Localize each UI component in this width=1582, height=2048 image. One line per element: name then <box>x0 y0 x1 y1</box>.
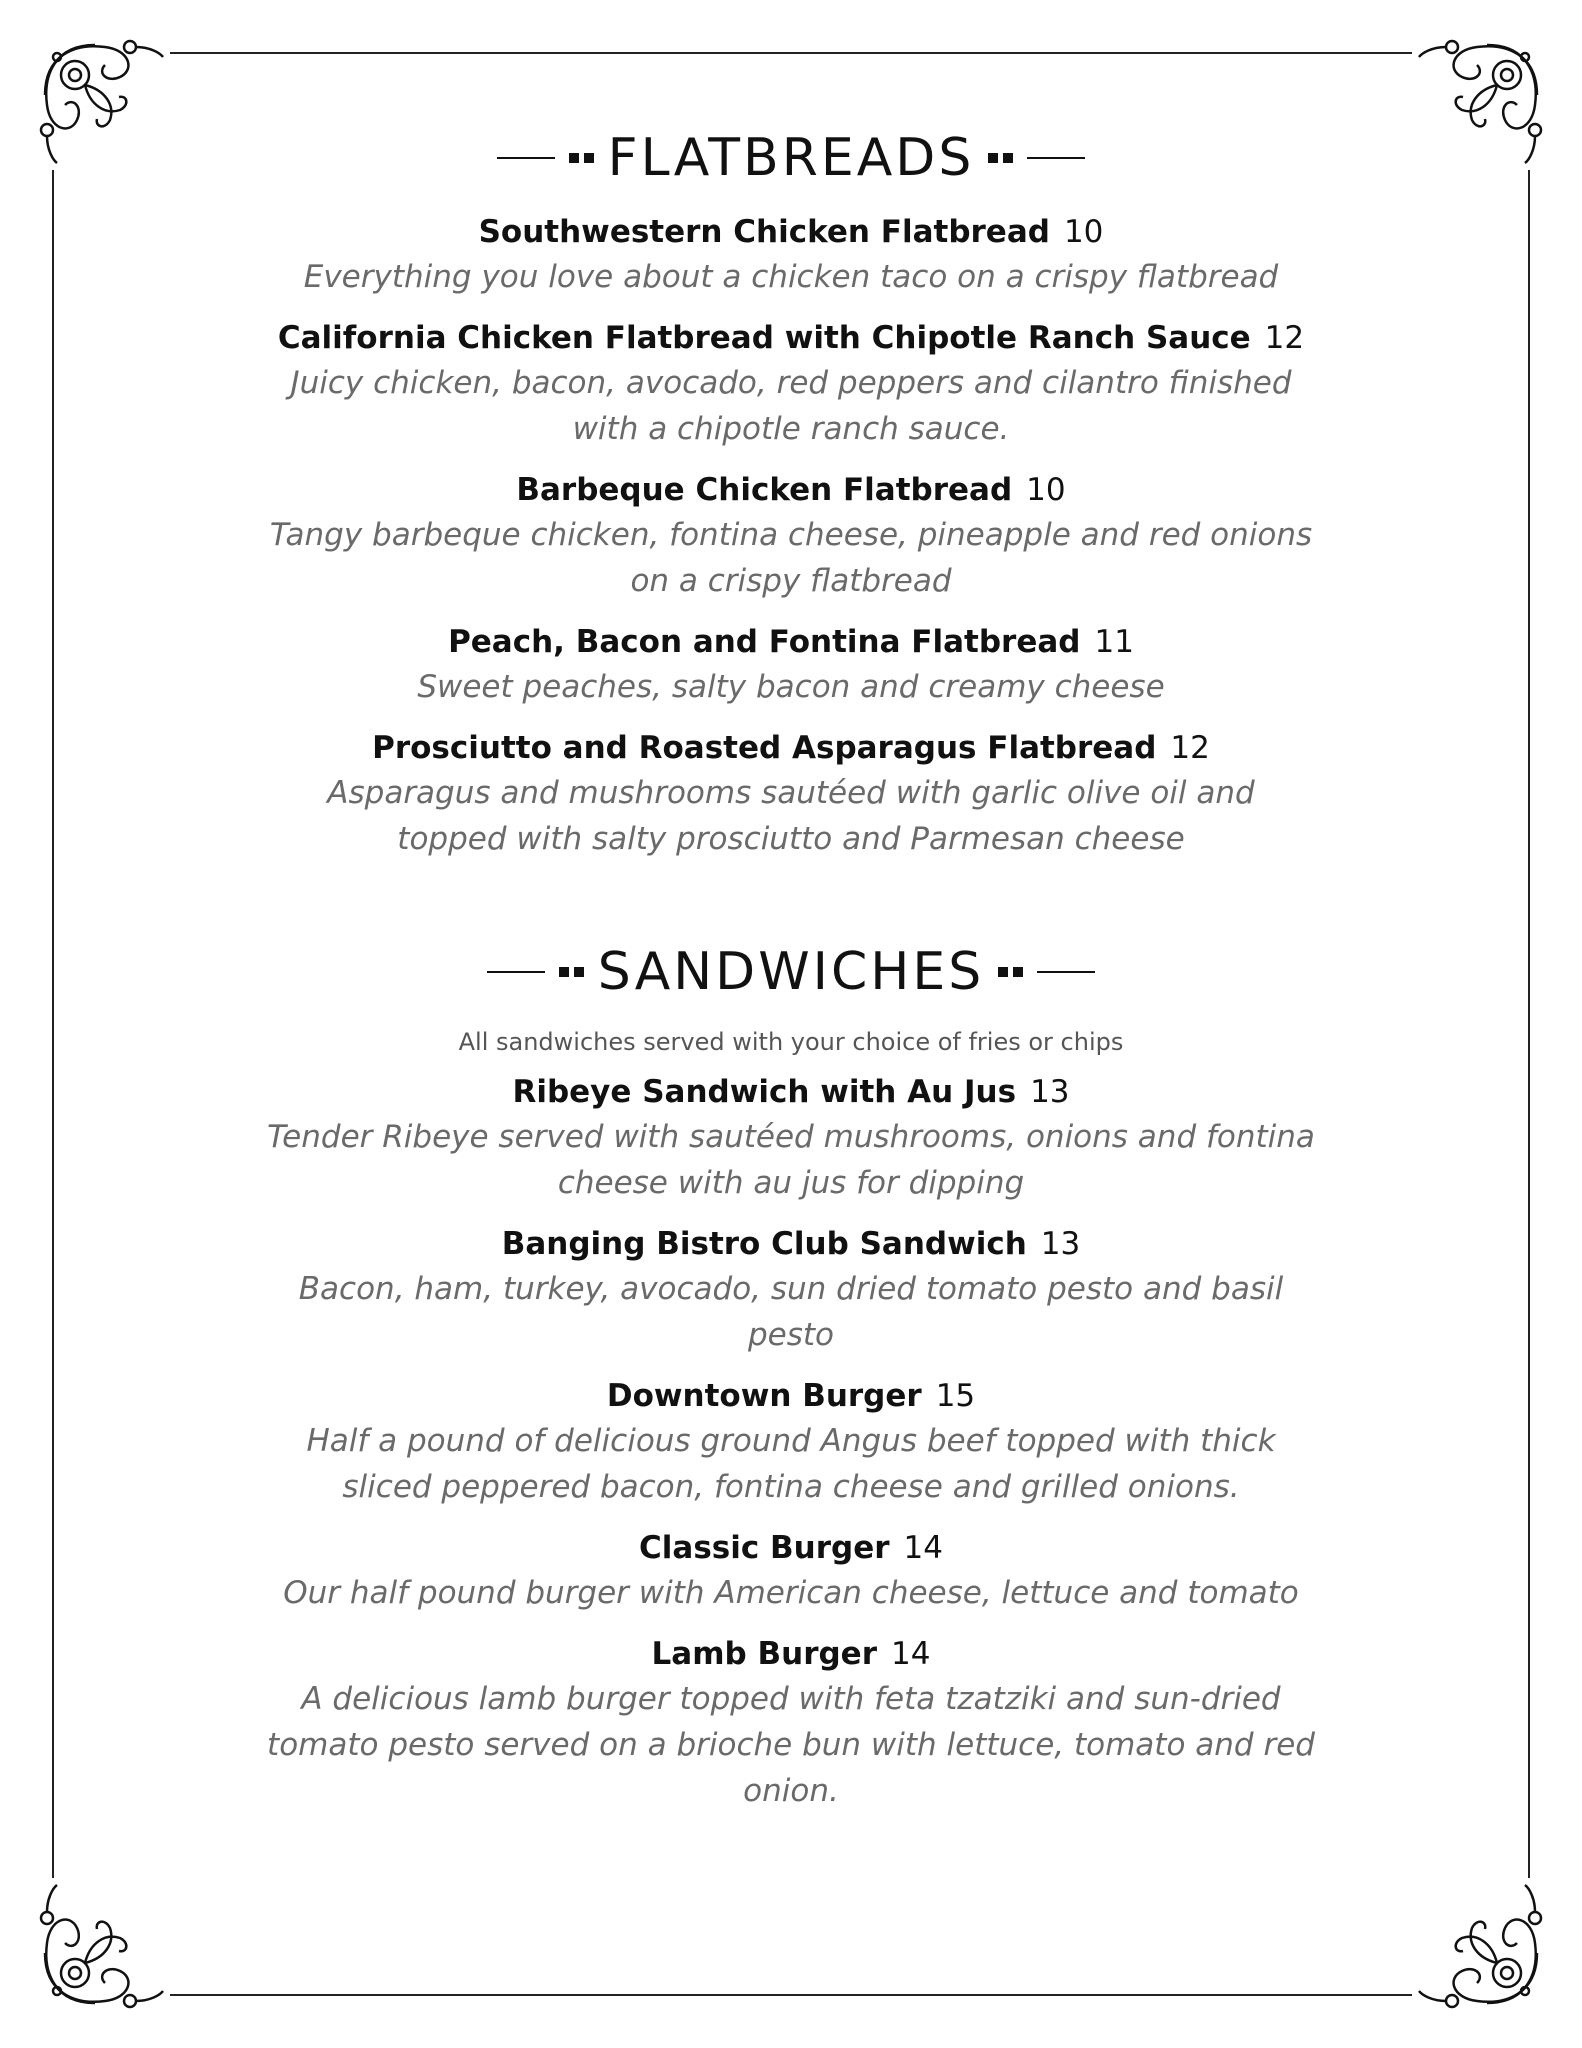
item-name: Barbeque Chicken Flatbread <box>516 472 1013 508</box>
menu-item <box>241 620 1341 710</box>
item-price: 10 <box>1063 214 1104 250</box>
item-name: Downtown Burger <box>606 1378 922 1414</box>
item-price: 11 <box>1094 624 1134 660</box>
item-price: 12 <box>1264 320 1305 356</box>
item-price: 15 <box>935 1378 976 1414</box>
item-price: 14 <box>891 1636 931 1672</box>
corner-ornament-bottom-right <box>1412 1878 1547 2013</box>
menu-item <box>241 210 1341 300</box>
item-name: Southwestern Chicken Flatbread <box>478 214 1050 250</box>
item-name: Ribeye Sandwich with Au Jus <box>512 1074 1017 1110</box>
menu-item <box>241 1070 1341 1206</box>
item-description: Tangy barbeque chicken, fontina cheese, pineapple and red onions on a crispy flatbread <box>269 517 1313 599</box>
flatbreads-header <box>0 128 1582 188</box>
sandwiches-header <box>0 942 1582 1002</box>
menu-item <box>241 726 1341 862</box>
item-description: Tender Ribeye served with sautéed mushrooms, onions and fontina cheese with au jus for dipping <box>267 1119 1315 1201</box>
flatbreads-title: FLATBREADS <box>607 128 975 188</box>
item-price: 13 <box>1040 1226 1081 1262</box>
item-description: Our half pound burger with American cheese, lettuce and tomato <box>283 1575 1299 1611</box>
item-name-line <box>241 1632 1341 1676</box>
item-price: 13 <box>1030 1074 1070 1110</box>
item-name: Peach, Bacon and Fontina Flatbread <box>448 624 1081 660</box>
item-description: Juicy chicken, bacon, avocado, red peppers and cilantro finished with a chipotle ranch sauce. <box>290 365 1292 447</box>
item-name-line <box>241 1526 1341 1570</box>
item-name: Lamb Burger <box>651 1636 877 1672</box>
item-name: Banging Bistro Club Sandwich <box>501 1226 1027 1262</box>
item-name-line <box>241 1374 1341 1418</box>
menu-item <box>241 1632 1341 1814</box>
item-name-line <box>241 726 1341 770</box>
item-name-line <box>241 316 1341 360</box>
item-description: Half a pound of delicious ground Angus beef topped with thick sliced peppered bacon, fontina cheese and grilled onions. <box>306 1423 1276 1505</box>
item-name-line <box>241 468 1341 512</box>
sandwiches-title: SANDWICHES <box>597 942 985 1002</box>
sandwiches-note: All sandwiches served with your choice of fries or chips <box>458 1028 1124 1056</box>
item-name: California Chicken Flatbread with Chipotle Ranch Sauce <box>277 320 1251 356</box>
item-price: 10 <box>1026 472 1066 508</box>
item-description: Asparagus and mushrooms sautéed with garlic olive oil and topped with salty prosciutto and Parmesan cheese <box>327 775 1255 857</box>
item-price: 14 <box>903 1530 943 1566</box>
item-name-line <box>241 1222 1341 1266</box>
item-name-line <box>241 1070 1341 1114</box>
menu-item <box>241 316 1341 452</box>
item-name: Classic Burger <box>639 1530 890 1566</box>
item-description: Everything you love about a chicken taco on a crispy flatbread <box>303 259 1279 295</box>
menu-item <box>241 1526 1341 1616</box>
item-description: A delicious lamb burger topped with feta tzatziki and sun-dried tomato pesto served on a brioche bun with lettuce, tomato and red onion. <box>267 1681 1315 1809</box>
menu-item <box>241 1222 1341 1358</box>
menu-item <box>241 1374 1341 1510</box>
item-price: 12 <box>1170 730 1210 766</box>
item-description: Bacon, ham, turkey, avocado, sun dried tomato pesto and basil pesto <box>298 1271 1284 1353</box>
menu-item <box>241 468 1341 604</box>
item-name-line <box>241 620 1341 664</box>
item-description: Sweet peaches, salty bacon and creamy cheese <box>417 669 1165 705</box>
corner-ornament-bottom-left <box>35 1878 170 2013</box>
item-name-line <box>241 210 1341 254</box>
item-name: Prosciutto and Roasted Asparagus Flatbread <box>372 730 1157 766</box>
